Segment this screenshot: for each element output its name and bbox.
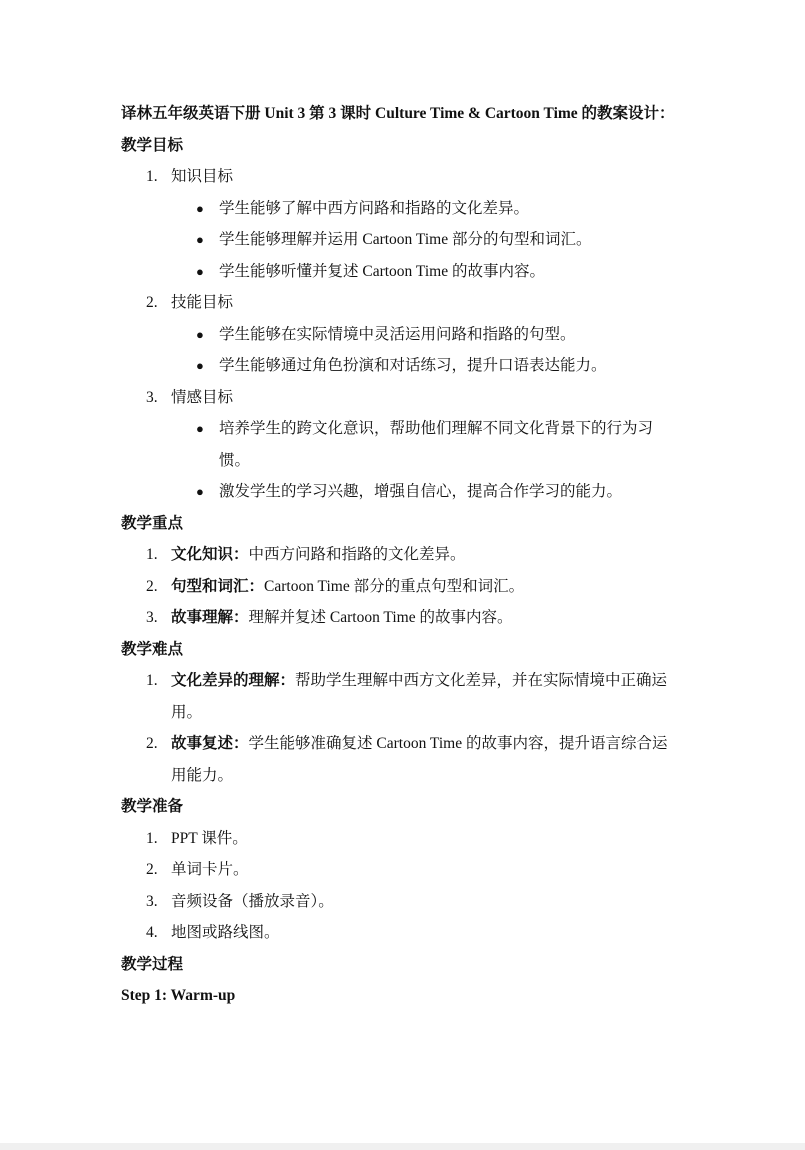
- section-heading-process: 教学过程: [121, 955, 184, 973]
- item-label: 句型和词汇：: [171, 577, 265, 595]
- item-text: 音频设备（播放录音）。: [171, 892, 334, 910]
- list-item: [121, 602, 685, 634]
- list-item: [121, 665, 676, 728]
- list-number: 3.: [146, 892, 158, 910]
- list-item: [121, 917, 685, 949]
- list-item: [121, 350, 685, 382]
- list-number: 1.: [146, 546, 158, 563]
- list-item: [121, 319, 685, 351]
- bullet-text: 学生能够在实际情境中灵活运用问路和指路的句型。: [219, 325, 576, 343]
- item-label: 文化知识：: [171, 546, 249, 563]
- item-text: PPT 课件。: [171, 829, 248, 847]
- bullet-text: 激发学生的学习兴趣，增强自信心，提高合作学习的能力。: [219, 483, 623, 500]
- bullet-text: 学生能够理解并运用 Cartoon Time 部分的句型和词汇。: [219, 231, 592, 248]
- bullet-icon: ●: [196, 484, 204, 499]
- document-title: 译林五年级英语下册 Unit 3 第 3 课时 Culture Time & Cartoon Time 的教案设计：: [121, 105, 675, 122]
- objective-item-skills: [121, 287, 685, 319]
- bullet-icon: ●: [196, 326, 204, 342]
- list-item: [121, 413, 670, 476]
- objective-label: 技能目标: [171, 294, 234, 311]
- item-text: 单词卡片。: [171, 861, 249, 878]
- list-item: [121, 193, 685, 225]
- list-number: 2.: [146, 861, 158, 878]
- bullet-icon: ●: [196, 358, 204, 373]
- objective-item-knowledge: [121, 161, 685, 193]
- list-number: 1.: [146, 672, 158, 689]
- list-item: [121, 224, 685, 256]
- list-item: [121, 476, 685, 508]
- objective-item-emotion: [121, 382, 685, 414]
- item-label: 故事复述：: [171, 735, 249, 752]
- list-number: 3.: [146, 609, 158, 626]
- list-number: 4.: [146, 924, 158, 941]
- list-item: [121, 571, 685, 603]
- item-text: 地图或路线图。: [171, 924, 280, 941]
- bullet-icon: ●: [196, 200, 204, 216]
- list-item: [121, 886, 685, 918]
- item-label: 文化差异的理解：: [171, 672, 296, 689]
- bullet-icon: ●: [196, 263, 204, 279]
- list-number: 2.: [146, 577, 158, 595]
- list-item: [121, 728, 676, 791]
- list-item: [121, 256, 685, 288]
- objective-label: 情感目标: [171, 388, 234, 406]
- section-heading-difficulties: 教学难点: [121, 640, 184, 658]
- step-heading: Step 1: Warm-up: [121, 987, 236, 1004]
- list-item: [121, 539, 685, 571]
- item-text: 帮助学生理解中西方文化差异，并在实际情境中正确运用。: [171, 672, 668, 721]
- bullet-icon: ●: [196, 232, 204, 247]
- list-number: 3.: [146, 388, 158, 406]
- list-item: [121, 823, 685, 855]
- bullet-text: 学生能够听懂并复述 Cartoon Time 的故事内容。: [219, 262, 545, 280]
- page-bottom-margin: [0, 1143, 805, 1150]
- bullet-icon: ●: [196, 421, 204, 436]
- bullet-text: 学生能够了解中西方问路和指路的文化差异。: [219, 199, 530, 217]
- section-heading-key-points: 教学重点: [121, 514, 184, 532]
- objective-label: 知识目标: [171, 168, 234, 185]
- bullet-text: 学生能够通过角色扮演和对话练习，提升口语表达能力。: [219, 357, 607, 374]
- section-heading-preparation: 教学准备: [121, 798, 184, 815]
- list-number: 1.: [146, 168, 158, 185]
- list-number: 2.: [146, 294, 158, 311]
- list-number: 1.: [146, 829, 158, 847]
- item-label: 故事理解：: [171, 609, 249, 626]
- list-item: [121, 854, 685, 886]
- item-text: 理解并复述 Cartoon Time 的故事内容。: [248, 609, 513, 626]
- list-number: 2.: [146, 735, 158, 752]
- item-text: 中西方问路和指路的文化差异。: [248, 546, 466, 563]
- item-text: 学生能够准确复述 Cartoon Time 的故事内容，提升语言综合运用能力。: [171, 735, 668, 784]
- item-text: Cartoon Time 部分的重点句型和词汇。: [264, 577, 525, 595]
- section-heading-objectives: 教学目标: [121, 136, 184, 154]
- bullet-text: 培养学生的跨文化意识，帮助他们理解不同文化背景下的行为习惯。: [219, 420, 654, 469]
